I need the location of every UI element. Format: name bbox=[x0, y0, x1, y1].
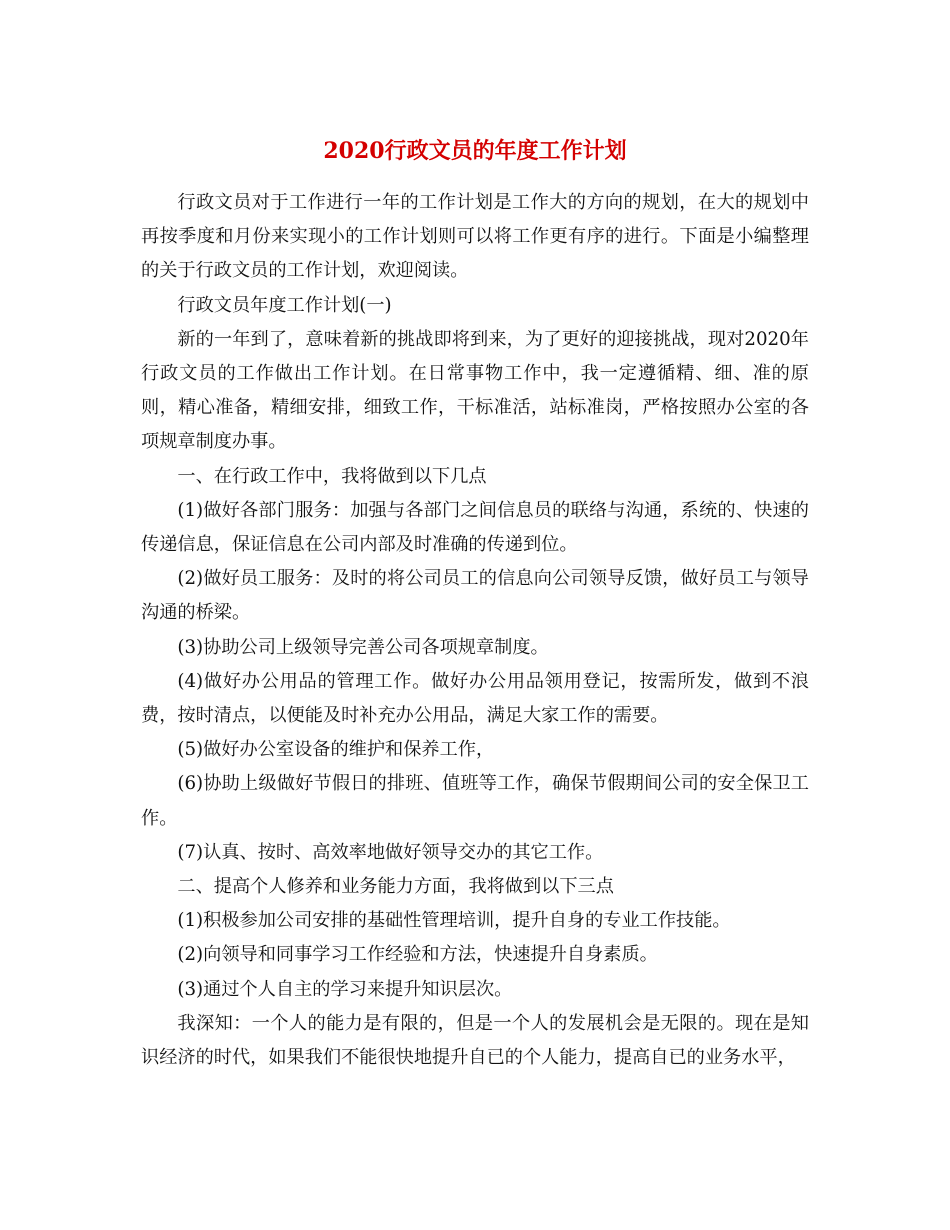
section-heading-self-improvement: 二、提高个人修养和业务能力方面，我将做到以下三点 bbox=[177, 876, 614, 898]
list-item-self-study: (3)通过个人自主的学习来提升知识层次。 bbox=[177, 978, 513, 1000]
list-item-office-supplies: (4)做好办公用品的管理工作。做好办公用品领用登记，按需所发，做到不浪费，按时清点，以便能及时补充办公用品，满足大家工作的需要。 bbox=[141, 670, 809, 727]
document-title: 2020行政文员的年度工作计划 bbox=[323, 137, 627, 164]
section-heading-admin-work: 一、在行政工作中，我将做到以下几点 bbox=[177, 465, 487, 487]
list-item-department-service: (1)做好各部门服务：加强与各部门之间信息员的联络与沟通，系统的、快速的传递信息，保证信息在公司内部及时准确的传递到位。 bbox=[141, 499, 809, 556]
list-item-learn-from-colleagues: (2)向领导和同事学习工作经验和方法，快速提升自身素质。 bbox=[177, 944, 658, 966]
list-item-rules: (3)协助公司上级领导完善公司各项规章制度。 bbox=[177, 636, 549, 658]
paragraph-new-year: 新的一年到了，意味着新的挑战即将到来，为了更好的迎接挑战，现对2020年行政文员的工作做出工作计划。在日常事物工作中，我一定遵循精、细、准的原则，精心准备，精细安排，细致工作，干标准活，站标准岗，严格按照办公室的各项规章制度办事。 bbox=[141, 328, 809, 453]
list-item-training: (1)积极参加公司安排的基础性管理培训，提升自身的专业工作技能。 bbox=[177, 910, 731, 932]
list-item-employee-service: (2)做好员工服务：及时的将公司员工的信息向公司领导反馈，做好员工与领导沟通的桥梁。 bbox=[141, 568, 809, 624]
document-body bbox=[141, 186, 809, 1075]
list-item-holiday-shifts: (6)协助上级做好节假日的排班、值班等工作，确保节假期间公司的安全保卫工作。 bbox=[141, 773, 809, 829]
paragraph-intro: 行政文员对于工作进行一年的工作计划是工作大的方向的规划，在大的规划中再按季度和月份来实现小的工作计划则可以将工作更有序的进行。下面是小编整理的关于行政文员的工作计划，欢迎阅读。 bbox=[141, 192, 809, 282]
paragraph-conclusion: 我深知：一个人的能力是有限的，但是一个人的发展机会是无限的。现在是知识经济的时代，如果我们不能很快地提升自已的个人能力，提高自已的业务水平， bbox=[141, 1012, 809, 1069]
section-heading-plan-one: 行政文员年度工作计划(一) bbox=[177, 294, 392, 316]
list-item-equipment: (5)做好办公室设备的维护和保养工作， bbox=[177, 739, 495, 761]
list-item-other-tasks: (7)认真、按时、高效率地做好领导交办的其它工作。 bbox=[177, 841, 604, 863]
